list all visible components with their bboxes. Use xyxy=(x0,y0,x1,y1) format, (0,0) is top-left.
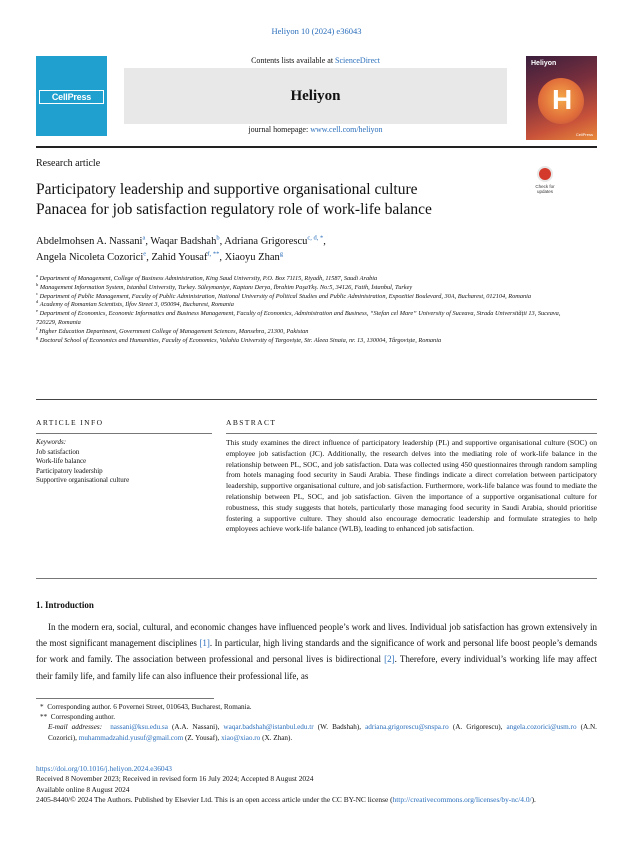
affiliation-text: Doctoral School of Economics and Humanities, Faculty of Economics, Valahia University of Targoviște, Str. Aleea Sinaia, nr. 13, 130004, Târgoviște, Romania xyxy=(39,336,442,344)
email-owner: (A.N. Cozorici), xyxy=(48,723,597,742)
footnote-corresponding-2 xyxy=(36,712,597,722)
affiliation-text: Management Information System, Istanbul University, Turkey. Süleymaniye, Kaptanı Derya, İbrahim PaşaYkş. No:5, 34126, Fatih, İstanbul, Turkey xyxy=(39,283,413,291)
intro-text: . In particular, high living standards and the significance of work and personal life boost people’s demands for work and family. The association between professional and personal lives is bidirectional xyxy=(36,638,597,665)
author-name: Abdelmohsen A. Nassani xyxy=(36,236,143,247)
affiliation-item xyxy=(36,281,576,293)
affiliation-text: Department of Management, College of Business Administration, King Saud University, P.O. Box 71115, Riyadh, 11587, Saudi Arabia xyxy=(39,275,378,282)
journal-reference[interactable]: Heliyon 10 (2024) e36043 xyxy=(271,26,362,36)
homepage-prefix: journal homepage: xyxy=(248,125,311,134)
journal-name: Heliyon xyxy=(290,88,341,104)
abstract-text: This study examines the direct influence of participatory leadership (PL) and supportive organisational culture (SOC) on employee job satisfaction (JC). Additionally, the research delves into the mediating role of work-life balance in the relationship between PL, SOC, and job satisfaction. Data was collected using 450 questionnaires through random sampling from hotels managing food security in Saudi Arabia. These findings indicate a direct correlation between participatory leadership, supportive organisational culture, and job satisfaction. Furthermore, work-life balance was found to mediate the relationship between PL, SOC, and job satisfaction. Given the importance of a supportive organisational culture for robustness, this study suggests that hotels, particularly those managing food security in Saudi Arabia, should prioritise fostering a supportive culture. They should also encourage democratic leadership and formulate strategies to help employees achieve work-life balance (WLB), leading to enhanced job satisfaction. xyxy=(226,438,597,534)
author-affiliation-link[interactable]: c, d, * xyxy=(307,234,324,242)
contents-line xyxy=(124,56,507,68)
keyword-item: Participatory leadership xyxy=(36,466,103,475)
abstract-heading: ABSTRACT xyxy=(226,418,277,427)
check-updates-icon xyxy=(537,166,553,182)
title-line-2: Panacea for job satisfaction regulatory role of work-life balance xyxy=(36,201,432,218)
received-dates: Received 8 November 2023; Received in revised form 16 July 2024; Accepted 8 August 2024 xyxy=(36,774,314,784)
author-name: Adriana Grigorescu xyxy=(224,236,308,247)
author-list xyxy=(36,234,596,266)
email-link[interactable]: nassani@ksu.edu.sa xyxy=(110,723,168,732)
available-online: Available online 8 August 2024 xyxy=(36,784,130,794)
citation-link[interactable]: [1] xyxy=(199,638,210,649)
affiliation-marker: a xyxy=(36,272,38,278)
affiliation-item xyxy=(36,301,576,310)
email-label: E-mail addresses: xyxy=(48,723,103,732)
masthead-center xyxy=(124,56,507,136)
footnote-corresponding-1 xyxy=(36,702,597,712)
authors-line-2: Angela Nicoleta Cozorici$^e$, Zahid Yousaf$^{f, **}$, Xiaoyu Zhan$^g$ xyxy=(36,250,283,263)
cellpress-logo-text: CellPress xyxy=(39,90,104,104)
footnote-text: Corresponding author. 6 Povernei Street, 010643, Bucharest, Romania. xyxy=(47,703,252,711)
check-updates-button[interactable] xyxy=(530,166,560,198)
article-info-divider xyxy=(36,433,212,434)
article-type: Research article xyxy=(36,158,101,169)
affiliation-text: Department of Economics, Economic Informatics and Business Management, Faculty of Economics, Administration and Business, “Stefan cel Mare” University of Suceava, Strada Universității 13, Suceava, 720229, Romania xyxy=(36,310,561,326)
homepage-link[interactable]: www.cell.com/heliyon xyxy=(310,125,383,134)
email-owner: (A. Grigorescu), xyxy=(448,723,507,732)
header-divider xyxy=(36,146,597,148)
doi-link[interactable]: https://doi.org/10.1016/j.heliyon.2024.e36043 xyxy=(36,764,172,773)
affiliation-marker: b xyxy=(36,281,39,287)
intro-text: . Therefore, every individual’s working life may affect their family life, and family life can also influence their professional life, as xyxy=(36,654,597,681)
journal-masthead xyxy=(36,56,597,140)
keyword-item: Work-life balance xyxy=(36,457,87,465)
keywords-block xyxy=(36,438,212,486)
email-link[interactable]: waqar.badshah@istanbul.edu.tr xyxy=(223,723,314,732)
sciencedirect-link[interactable]: ScienceDirect xyxy=(335,56,380,65)
email-addresses xyxy=(36,722,597,742)
abstract-bottom-divider xyxy=(36,578,597,579)
footnote-text: Corresponding author. xyxy=(50,713,116,722)
license-statement xyxy=(36,795,597,805)
email-link[interactable]: muhammadzahid.yusuf@gmail.com xyxy=(78,733,184,742)
title-line-1: Participatory leadership and supportive organisational culture xyxy=(36,181,418,198)
license-link[interactable]: http://creativecommons.org/licenses/by-nc/4.0/ xyxy=(392,794,532,804)
article-title xyxy=(36,180,506,220)
email-owner: (A.A. Nassani), xyxy=(167,723,224,732)
affiliations-divider xyxy=(36,399,597,400)
email-link[interactable]: xiao@xiao.ro xyxy=(221,733,261,742)
affiliation-text: Higher Education Department, Government College of Management Sciences, Mansehra, 21300, Pakistan xyxy=(39,327,309,335)
contents-prefix: Contents lists available at xyxy=(251,56,336,65)
email-link[interactable]: adriana.grigorescu@snspa.ro xyxy=(365,723,449,732)
keyword-item: Job satisfaction xyxy=(36,447,80,456)
affiliation-text: Academy of Romanian Scientists, Ilfov Street 3, 050094, Bucharest, Romania xyxy=(39,301,234,309)
affiliation-item xyxy=(36,272,576,284)
affiliations xyxy=(36,272,576,345)
cover-letter: H xyxy=(552,84,573,115)
journal-cover-image[interactable] xyxy=(526,56,597,140)
author-affiliation-link[interactable]: f, ** xyxy=(207,250,220,258)
author-name: Zahid Yousaf xyxy=(151,252,208,263)
affiliation-text: Department of Public Management, Faculty of Public Administration, National University of Political Studies and Public Administration, Expozitiei Boulevard, 30A, Bucharest, 012104, Romania xyxy=(39,292,532,300)
author-affiliation-link[interactable]: e xyxy=(143,250,147,258)
footnote-divider xyxy=(36,698,214,699)
author-name: Xiaoyu Zhan xyxy=(224,252,280,263)
footnotes xyxy=(36,702,597,743)
author-name: Angela Nicoleta Cozorici xyxy=(36,252,144,263)
authors-line-1: Abdelmohsen A. Nassani$^a$, Waqar Badshah$^b$, Adriana Grigorescu$^{c, d, *}$, xyxy=(36,234,326,247)
author-name: Waqar Badshah xyxy=(150,236,217,247)
footnote-mark: ** xyxy=(40,713,48,722)
email-owner: (W. Badshah), xyxy=(313,723,366,732)
author-affiliation-link[interactable]: a xyxy=(142,234,146,242)
homepage-line xyxy=(124,124,507,136)
publication-info xyxy=(36,764,597,805)
intro-text: In the modern era, social, cultural, and economic changes have influenced people’s work and lives. Individual job satisfaction has grown extensively in the most significant management disciplines xyxy=(36,622,597,649)
affiliation-marker: g xyxy=(36,334,39,340)
cover-publisher: CellPress xyxy=(575,132,593,137)
email-owner: (Z. Yousaf), xyxy=(183,733,222,742)
license-end: ). xyxy=(531,794,536,804)
affiliation-item xyxy=(36,310,576,328)
keywords-label: Keywords: xyxy=(36,438,67,446)
author-affiliation-link[interactable]: b xyxy=(216,234,220,242)
email-owner: (X. Zhan). xyxy=(260,733,293,742)
keyword-item: Supportive organisational culture xyxy=(36,476,130,484)
author-affiliation-link[interactable]: g xyxy=(279,250,283,258)
affiliation-marker: e xyxy=(36,308,38,314)
cellpress-logo[interactable] xyxy=(36,56,107,136)
affiliation-marker: d xyxy=(36,299,39,305)
abstract-divider xyxy=(226,433,597,434)
article-info-heading: ARTICLE INFO xyxy=(36,418,104,427)
affiliation-item xyxy=(36,334,576,346)
check-updates-label: Check for updates xyxy=(535,184,555,194)
introduction-paragraph xyxy=(36,619,597,684)
email-link[interactable]: angela.cozorici@usm.ro xyxy=(506,723,577,732)
cover-title: Heliyon xyxy=(531,60,557,67)
license-text: 2405-8440/© 2024 The Authors. Published by Elsevier Ltd. This is an open access article under the CC BY-NC license ( xyxy=(36,794,393,804)
section-heading-introduction: 1. Introduction xyxy=(36,600,94,610)
affiliation-marker: c xyxy=(36,290,38,296)
citation-link[interactable]: [2] xyxy=(384,654,395,665)
affiliation-marker: f xyxy=(36,325,38,331)
footnote-mark: * xyxy=(40,703,44,711)
